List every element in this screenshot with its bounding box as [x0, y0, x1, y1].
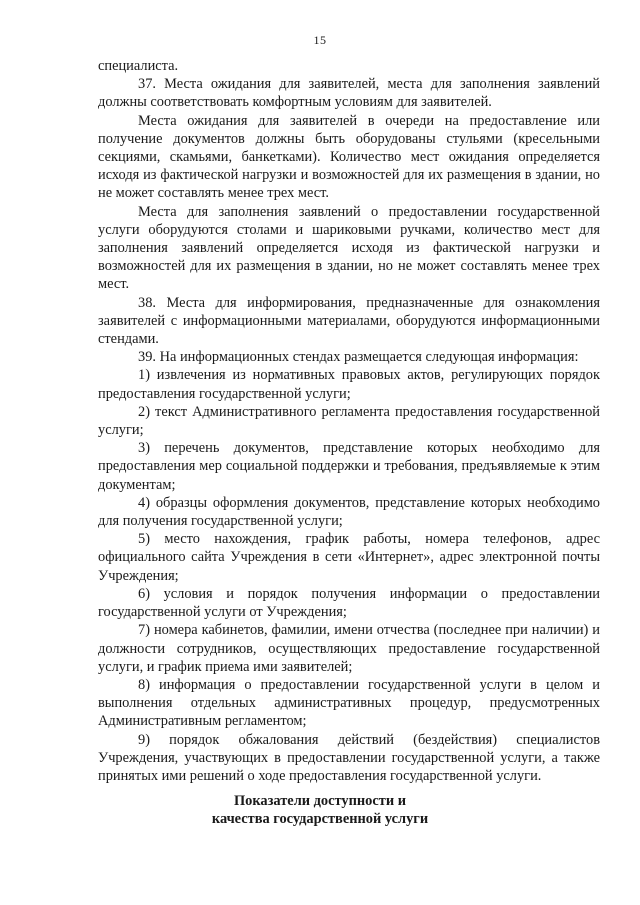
list-item-9: 9) порядок обжалования действий (бездействия) специалистов Учреждения, участвующих в предоставлении государственной услуги, а также принятых ими решений о ходе предоставления государственной услуги. [98, 731, 600, 784]
list-item-2: 2) текст Административного регламента предоставления государственной услуги; [98, 403, 600, 439]
list-item-6: 6) условия и порядок получения информации о предоставлении государственной услуги от Учреждения; [98, 585, 600, 621]
section-heading [0, 792, 640, 828]
paragraph-item-37: 37. Места ожидания для заявителей, места для заполнения заявлений должны соответствовать комфортным условиям для заявителей. [98, 76, 600, 111]
paragraph-filling-places: Места для заполнения заявлений о предоставлении государственной услуги оборудуются столами и шариковыми ручками, количество мест для заполнения заявлений определяется исходя из фактической нагрузки и возможностей для их размещения в здании, но не может составлять менее трех мест. [98, 203, 600, 293]
list-item-8: 8) информация о предоставлении государственной услуги в целом и выполнения отдельных административных процедур, предусмотренных Административным регламентом; [98, 676, 600, 730]
paragraph-item-38: 38. Места для информирования, предназначенные для ознакомления заявителей с информационными материалами, оборудуются информационными стендами. [98, 294, 600, 348]
list-item-5: 5) место нахождения, график работы, номера телефонов, адрес официального сайта Учреждения в сети «Интернет», адрес электронной почты Учреждения; [98, 531, 600, 584]
page-number: 15 [313, 33, 327, 47]
section-heading-line-2: качества государственной услуги [211, 811, 429, 828]
list-item-1: 1) извлечения из нормативных правовых актов, регулирующих порядок предоставления государственной услуги; [98, 367, 600, 402]
list-item-4: 4) образцы оформления документов, представление которых необходимо для получения государственной услуги; [98, 494, 600, 530]
paragraph-continuation: специалиста. [98, 58, 179, 74]
list-item-3: 3) перечень документов, представление которых необходимо для предоставления мер социальной поддержки и требования, предъявляемые к этим документам; [98, 440, 600, 493]
document-body [98, 57, 600, 785]
section-heading-line-1: Показатели доступности и [233, 793, 407, 809]
paragraph-item-39: 39. На информационных стендах размещается следующая информация: [138, 349, 579, 366]
paragraph-waiting-places: Места ожидания для заявителей в очереди на предоставление или получение документов должны быть оборудованы стульями (кресельными секциями, скамьями, банкетками). Количество мест ожидания определяется исходя из фактической нагрузки и возможностей для их размещения в здании, но не может составлять менее трех мест. [98, 112, 600, 202]
list-item-7: 7) номера кабинетов, фамилии, имени отчества (последнее при наличии) и должности сотрудников, осуществляющих предоставление государственной услуги, и график приема ими заявителей; [98, 622, 600, 675]
